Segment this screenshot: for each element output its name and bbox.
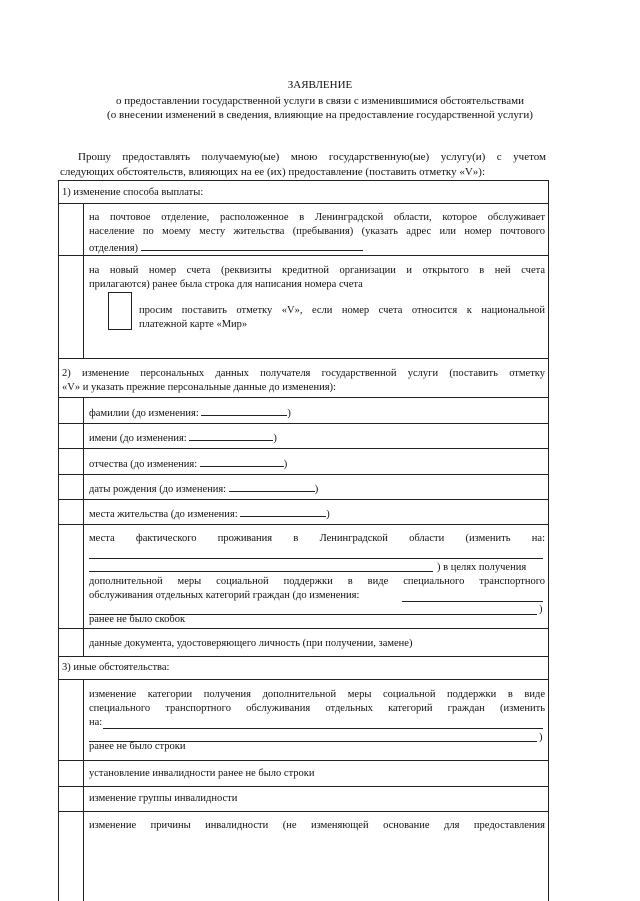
actual-prev-input-a[interactable] bbox=[402, 601, 543, 602]
actual-input-line-a[interactable] bbox=[89, 558, 543, 559]
section2-heading-line2: «V» и указать прежние персональные данные до изменения): bbox=[62, 382, 336, 393]
account-line2: прилагаются) ранее была строка для написания номера счета bbox=[89, 279, 363, 290]
category-note: ранее не было строки bbox=[89, 741, 186, 752]
actual-line2-tail: ) в целях получения bbox=[437, 562, 527, 573]
patronymic-row: отчества (до изменения: ) bbox=[89, 455, 287, 472]
checkbox-column-line bbox=[83, 679, 84, 901]
section1-heading: 1) изменение способа выплаты: bbox=[62, 187, 204, 198]
intro-line2: следующих обстоятельств, влияющих на ее (их) предоставление (поставить отметку «V»): bbox=[60, 166, 486, 178]
checkbox-column-line bbox=[83, 397, 84, 656]
row-divider bbox=[58, 760, 549, 761]
account-line1: на новый номер счета (реквизиты кредитной организации и открытого в ней счета bbox=[89, 265, 545, 276]
lastname-row: фамилии (до изменения: ) bbox=[89, 404, 291, 421]
actual-close: ) bbox=[539, 604, 543, 615]
subtitle-line2: (о внесении изменений в сведения, влияющие на предоставление государственной услуги) bbox=[107, 109, 533, 121]
birthdate-row: даты рождения (до изменения: ) bbox=[89, 480, 318, 497]
document-title: ЗАЯВЛЕНИЕ bbox=[287, 79, 353, 91]
id-document-row: данные документа, удостоверяющего личность (при получении, замене) bbox=[89, 638, 413, 649]
category-input-a[interactable] bbox=[103, 728, 543, 729]
firstname-row: имени (до изменения: ) bbox=[89, 429, 277, 446]
residence-row: места жительства (до изменения: ) bbox=[89, 505, 330, 522]
firstname-input[interactable] bbox=[189, 429, 273, 441]
actual-line4: обслуживания отдельных категорий граждан (до изменения: bbox=[89, 590, 360, 601]
lastname-input[interactable] bbox=[201, 404, 287, 416]
actual-line3: дополнительной меры социальной поддержки в виде специального транспортного bbox=[89, 576, 545, 587]
row-divider bbox=[58, 679, 549, 680]
row-divider bbox=[58, 524, 549, 525]
disability-row: установление инвалидности ранее не было строки bbox=[89, 768, 315, 779]
post-office-line1: на почтовое отделение, расположенное в Ленинградской области, которое обслуживает bbox=[89, 212, 545, 223]
row-divider bbox=[58, 628, 549, 629]
category-line3: на: bbox=[89, 717, 103, 728]
actual-note: ранее не было скобок bbox=[89, 614, 186, 625]
residence-input[interactable] bbox=[240, 505, 326, 517]
mir-line2: платежной карте «Мир» bbox=[139, 319, 248, 330]
intro-line1: Прошу предоставлять получаемую(ые) мною государственную(ые) услугу(и) с учетом bbox=[78, 151, 546, 163]
patronymic-input[interactable] bbox=[200, 455, 284, 467]
row-divider bbox=[58, 786, 549, 787]
row-divider bbox=[58, 203, 549, 204]
row-divider bbox=[58, 811, 549, 812]
category-close: ) bbox=[539, 732, 543, 743]
section2-heading-line1: 2) изменение персональных данных получателя государственной услуги (поставить отметку bbox=[62, 368, 545, 379]
disability-cause-row: изменение причины инвалидности (не изменяющей основание для предоставления bbox=[89, 820, 545, 831]
checkbox-column-line bbox=[83, 203, 84, 358]
row-divider bbox=[58, 499, 549, 500]
intro-paragraph bbox=[60, 150, 546, 180]
actual-line1: места фактического проживания в Ленинградской области (изменить на: bbox=[89, 533, 545, 544]
disability-group-row: изменение группы инвалидности bbox=[89, 793, 238, 804]
mir-line1: просим поставить отметку «V», если номер счета относится к национальной bbox=[139, 305, 545, 316]
birthdate-input[interactable] bbox=[229, 480, 315, 492]
post-office-line3: отделения) bbox=[89, 239, 363, 256]
row-divider bbox=[58, 397, 549, 398]
row-divider bbox=[58, 358, 549, 359]
row-divider bbox=[58, 423, 549, 424]
subtitle-line1: о предоставлении государственной услуги в связи с изменившимися обстоятельствами bbox=[116, 95, 524, 107]
row-divider bbox=[58, 656, 549, 657]
mir-card-checkbox[interactable] bbox=[108, 292, 132, 330]
actual-input-line-b[interactable] bbox=[89, 571, 433, 572]
row-divider bbox=[58, 448, 549, 449]
row-divider bbox=[58, 474, 549, 475]
category-line1: изменение категории получения дополнительной меры социальной поддержки в виде bbox=[89, 689, 545, 700]
category-line2: специального транспортного обслуживания отдельных категорий граждан (изменить bbox=[89, 703, 545, 714]
post-office-line2: население по моему месту жительства (пребывания) (указать адрес или номер почтового bbox=[89, 226, 545, 237]
post-office-input[interactable] bbox=[141, 239, 363, 251]
section3-heading: 3) иные обстоятельства: bbox=[62, 662, 170, 673]
